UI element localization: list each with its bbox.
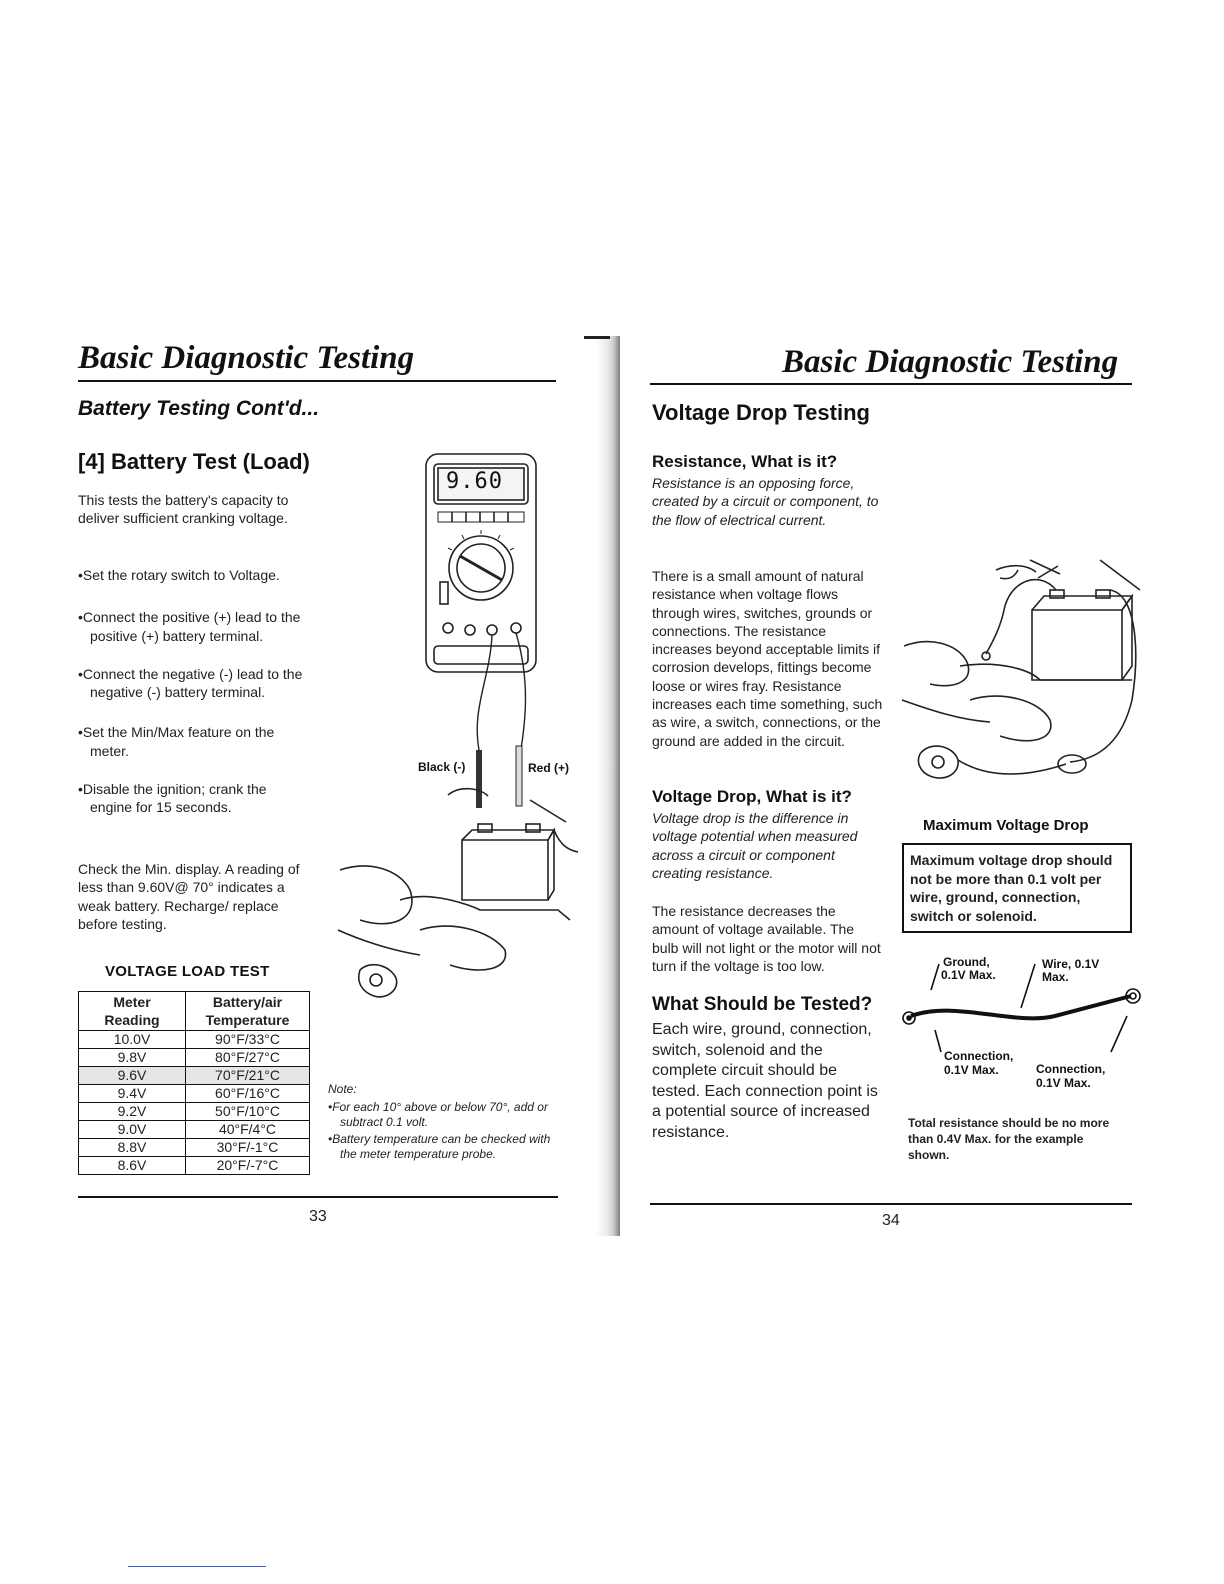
binding-gutter	[596, 336, 620, 1236]
table-row	[79, 1085, 310, 1103]
note-item: • Battery temperature can be checked with the meter temperature probe.	[328, 1132, 566, 1162]
table-row	[79, 1139, 310, 1157]
note-list	[328, 1100, 566, 1162]
max-drop-title: Maximum Voltage Drop	[923, 817, 1089, 834]
wire-label: Wire, 0.1V	[1042, 957, 1100, 971]
right-page-number: 34	[882, 1212, 900, 1229]
resistance-definition: Resistance is an opposing force, created by a circuit or component, to the flow of electrical current.	[652, 475, 879, 528]
table-cell: 8.8V	[79, 1139, 186, 1157]
right-header-title: Basic Diagnostic Testing	[782, 344, 1119, 380]
step-item: • Set the Min/Max feature on the meter.	[78, 723, 312, 760]
table-cell: 9.8V	[79, 1049, 186, 1067]
ground-max-label: 0.1V Max.	[941, 968, 996, 982]
check-min-text: Check the Min. display. A reading of less than 9.60V@ 70° indicates a weak battery. Recharge/ replace before testing.	[78, 861, 300, 932]
table-row	[79, 1067, 310, 1085]
resistance-text: There is a small amount of natural resistance when voltage flows through wires, switches, grounds or connections. The resistance increases beyond acceptable limits if corrosion develops, fittings become loose or wires fray. Resistance increases each time something, such as wire, a switch, connections, or the ground are added in the circuit.	[652, 568, 883, 749]
table-cell: 60°F/16°C	[186, 1085, 310, 1103]
connection-right-max-label: 0.1V Max.	[1036, 1076, 1091, 1090]
table-row	[79, 1121, 310, 1139]
wire-max-label: Max.	[1042, 970, 1069, 984]
table-header-meter: Meter Reading	[79, 992, 186, 1031]
voltage-drop-text: The resistance decreases the amount of voltage available. The bulb will not light or the motor will not turn if the voltage is too low.	[652, 903, 881, 974]
table-cell: 90°F/33°C	[186, 1031, 310, 1049]
table-cell: 9.4V	[79, 1085, 186, 1103]
voltage-drop-title: Voltage Drop Testing	[652, 400, 870, 425]
right-header-rule	[650, 383, 1132, 385]
table-cell: 9.2V	[79, 1103, 186, 1121]
red-lead-label: Red (+)	[528, 761, 570, 775]
resistance-title: Resistance, What is it?	[652, 452, 838, 471]
max-drop-box: Maximum voltage drop should not be more than 0.1 volt per wire, ground, connection, switch or solenoid.	[902, 843, 1132, 933]
left-subtitle: Battery Testing Cont'd...	[78, 397, 320, 420]
table-row	[79, 1157, 310, 1175]
voltage-table-title: VOLTAGE LOAD TEST	[105, 963, 270, 980]
left-page-number: 33	[309, 1208, 327, 1225]
table-cell: 9.6V	[79, 1067, 186, 1085]
gutter-mark	[584, 336, 610, 339]
table-row	[79, 1049, 310, 1067]
table-row	[79, 1103, 310, 1121]
total-resistance-text: Total resistance should be no more than 0.4V Max. for the example shown.	[908, 1116, 1110, 1162]
what-tested-text: Each wire, ground, connection, switch, solenoid and the complete circuit should be tested. Each connection point is a potential source of increased resistance.	[652, 1021, 878, 1141]
table-cell: 50°F/10°C	[186, 1103, 310, 1121]
table-header-row	[79, 992, 310, 1031]
voltage-drop-subtitle: Voltage Drop, What is it?	[652, 787, 852, 806]
table-cell: 9.0V	[79, 1121, 186, 1139]
voltage-drop-definition: Voltage drop is the difference in voltage potential when measured across a circuit or component creating resistance.	[652, 810, 858, 881]
table-header-temp: Battery/air Temperature	[186, 992, 310, 1031]
battery-test-intro: This tests the battery's capacity to deliver sufficient cranking voltage.	[78, 492, 289, 527]
connection-left-max-label: 0.1V Max.	[944, 1063, 999, 1077]
wire-diagram	[895, 957, 1145, 1070]
table-row	[79, 1031, 310, 1049]
battery-test-title: [4] Battery Test (Load)	[78, 449, 310, 474]
voltage-load-table	[78, 991, 310, 1175]
bottom-link-line	[128, 1566, 266, 1567]
meter-display: 9.60	[446, 469, 503, 494]
step-item: • Connect the negative (-) lead to the negative (-) battery terminal.	[78, 665, 312, 702]
step-item: • Connect the positive (+) lead to the positive (+) battery terminal.	[78, 608, 312, 645]
left-header-rule	[78, 380, 556, 382]
note-title: Note:	[328, 1082, 357, 1096]
table-cell: 20°F/-7°C	[186, 1157, 310, 1175]
right-footer-rule	[650, 1203, 1132, 1205]
table-cell: 30°F/-1°C	[186, 1139, 310, 1157]
what-tested-title: What Should be Tested?	[652, 994, 873, 1015]
table-cell: 70°F/21°C	[186, 1067, 310, 1085]
black-lead-label: Black (-)	[418, 760, 466, 774]
step-list	[78, 566, 312, 817]
ground-label: Ground,	[943, 955, 990, 969]
connection-right-label: Connection,	[1036, 1062, 1106, 1076]
left-header-title: Basic Diagnostic Testing	[78, 340, 415, 376]
note-item: • For each 10° above or below 70°, add or subtract 0.1 volt.	[328, 1100, 566, 1130]
circuit-illustration	[900, 550, 1140, 790]
step-item: • Disable the ignition; crank the engine for 15 seconds.	[78, 780, 312, 817]
connection-left-label: Connection,	[944, 1049, 1014, 1063]
left-footer-rule	[78, 1196, 558, 1198]
table-cell: 10.0V	[79, 1031, 186, 1049]
multimeter-illustration	[330, 450, 580, 1010]
table-cell: 80°F/27°C	[186, 1049, 310, 1067]
table-cell: 8.6V	[79, 1157, 186, 1175]
step-item: • Set the rotary switch to Voltage.	[78, 566, 312, 584]
table-cell: 40°F/4°C	[186, 1121, 310, 1139]
